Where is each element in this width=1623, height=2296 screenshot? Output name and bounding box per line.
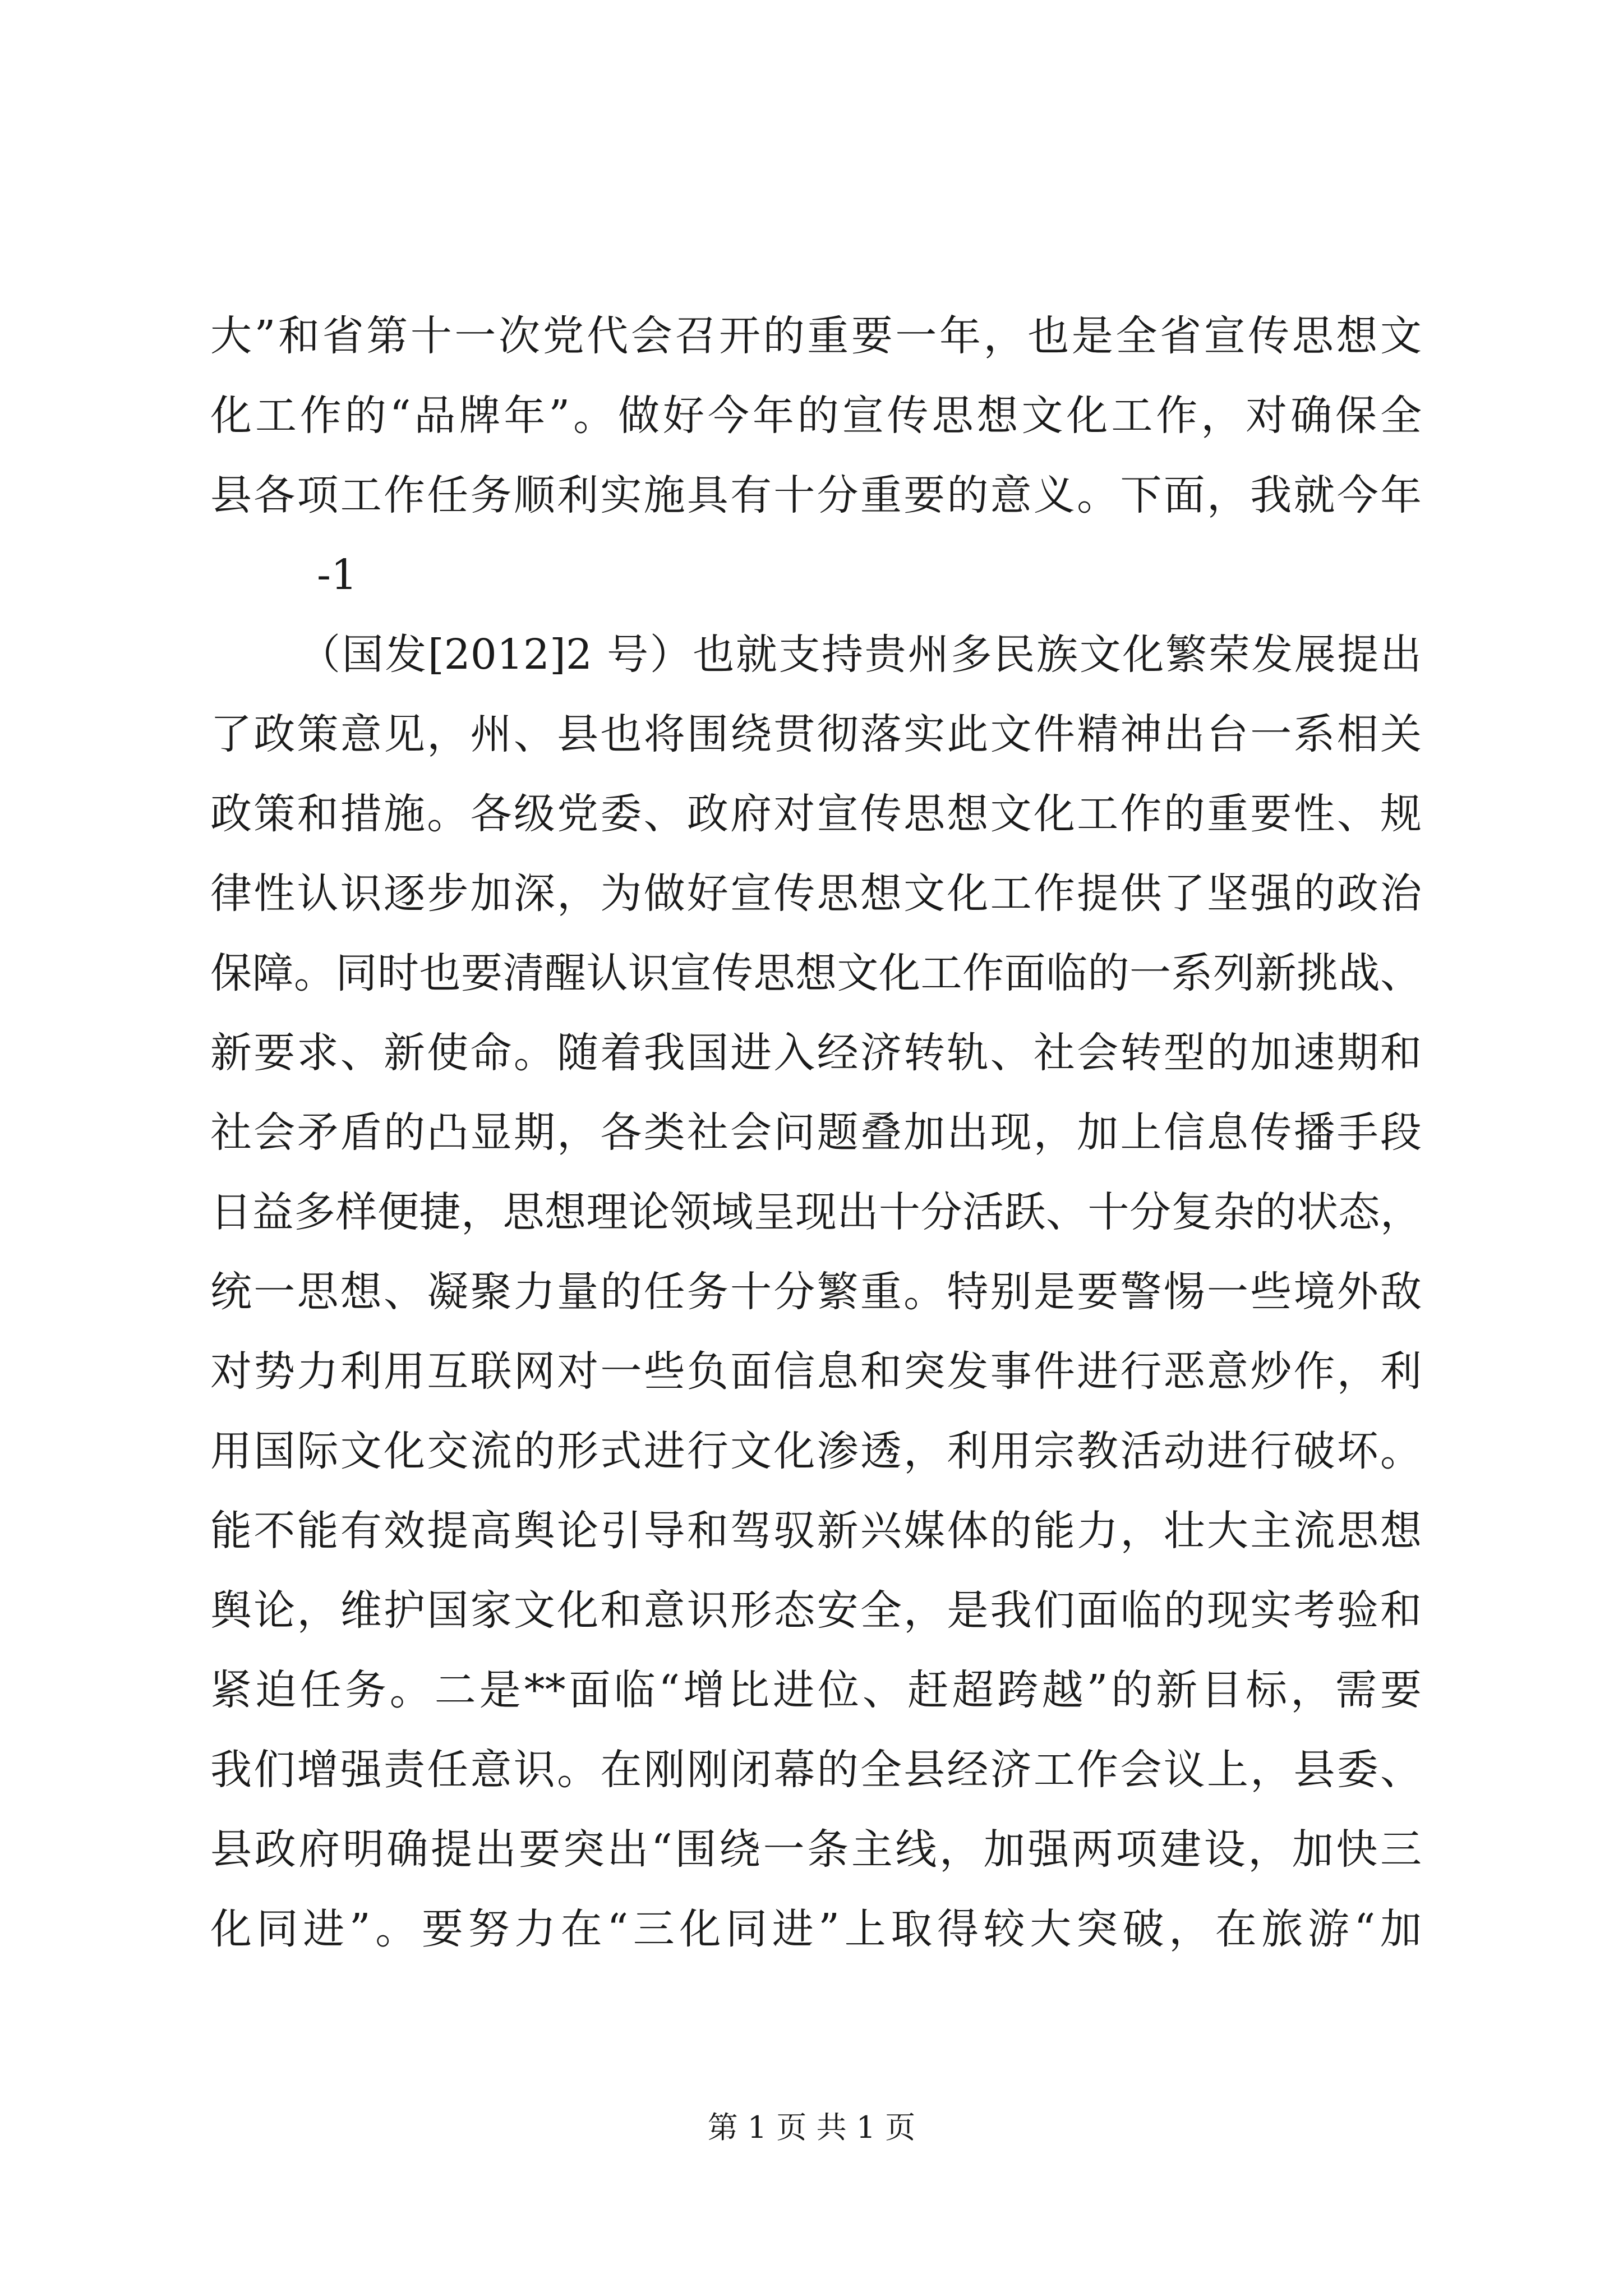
text-line: 化工作的“品牌年”。做好今年的宣传思想文化工作，对确保全 [210, 392, 1422, 440]
text-line: 用国际文化交流的形式进行文化渗透，利用宗教活动进行破坏。 [210, 1427, 1422, 1475]
text-line: 了政策意见，州、县也将围绕贯彻落实此文件精神出台一系相关 [210, 710, 1422, 758]
text-line: 新要求、新使命。随着我国进入经济转轨、社会转型的加速期和 [210, 1029, 1422, 1077]
page-marker: -1 [317, 551, 358, 599]
text-line: 县各项工作任务顺利实施具有十分重要的意义。下面，我就今年 [210, 471, 1422, 519]
text-line: 日益多样便捷，思想理论领域呈现出十分活跃、十分复杂的状态， [210, 1188, 1422, 1236]
text-line: 政策和措施。各级党委、政府对宣传思想文化工作的重要性、规 [210, 790, 1422, 838]
text-line: 县政府明确提出要突出“围绕一条主线，加强两项建设，加快三 [210, 1825, 1422, 1874]
text-line: 化同进”。要努力在“三化同进”上取得较大突破，在旅游“加 [210, 1905, 1422, 1953]
text-line: 保障。同时也要清醒认识宣传思想文化工作面临的一系列新挑战、 [210, 949, 1422, 997]
text-line: 我们增强责任意识。在刚刚闭幕的全县经济工作会议上，县委、 [210, 1746, 1422, 1794]
document-body [210, 296, 1422, 1969]
text-line: 律性认识逐步加深，为做好宣传思想文化工作提供了坚强的政治 [210, 869, 1422, 918]
text-line: 紧迫任务。二是**面临“增比进位、赶超跨越”的新目标，需要 [210, 1666, 1422, 1714]
text-line: （国发[2012]2 号）也就支持贵州多民族文化繁荣发展提出 [299, 631, 1422, 679]
text-line: 大”和省第十一次党代会召开的重要一年，也是全省宣传思想文 [210, 312, 1422, 360]
text-line: 舆论，维护国家文化和意识形态安全，是我们面临的现实考验和 [210, 1586, 1422, 1635]
text-line: 对势力利用互联网对一些负面信息和突发事件进行恶意炒作，利 [210, 1347, 1422, 1396]
text-line: 统一思想、凝聚力量的任务十分繁重。特别是要警惕一些境外敌 [210, 1268, 1422, 1316]
page-footer: 第 1 页 共 1 页 [707, 2110, 916, 2145]
text-line: 能不能有效提高舆论引导和驾驭新兴媒体的能力，壮大主流思想 [210, 1507, 1422, 1555]
text-line: 社会矛盾的凸显期，各类社会问题叠加出现，加上信息传播手段 [210, 1108, 1422, 1157]
